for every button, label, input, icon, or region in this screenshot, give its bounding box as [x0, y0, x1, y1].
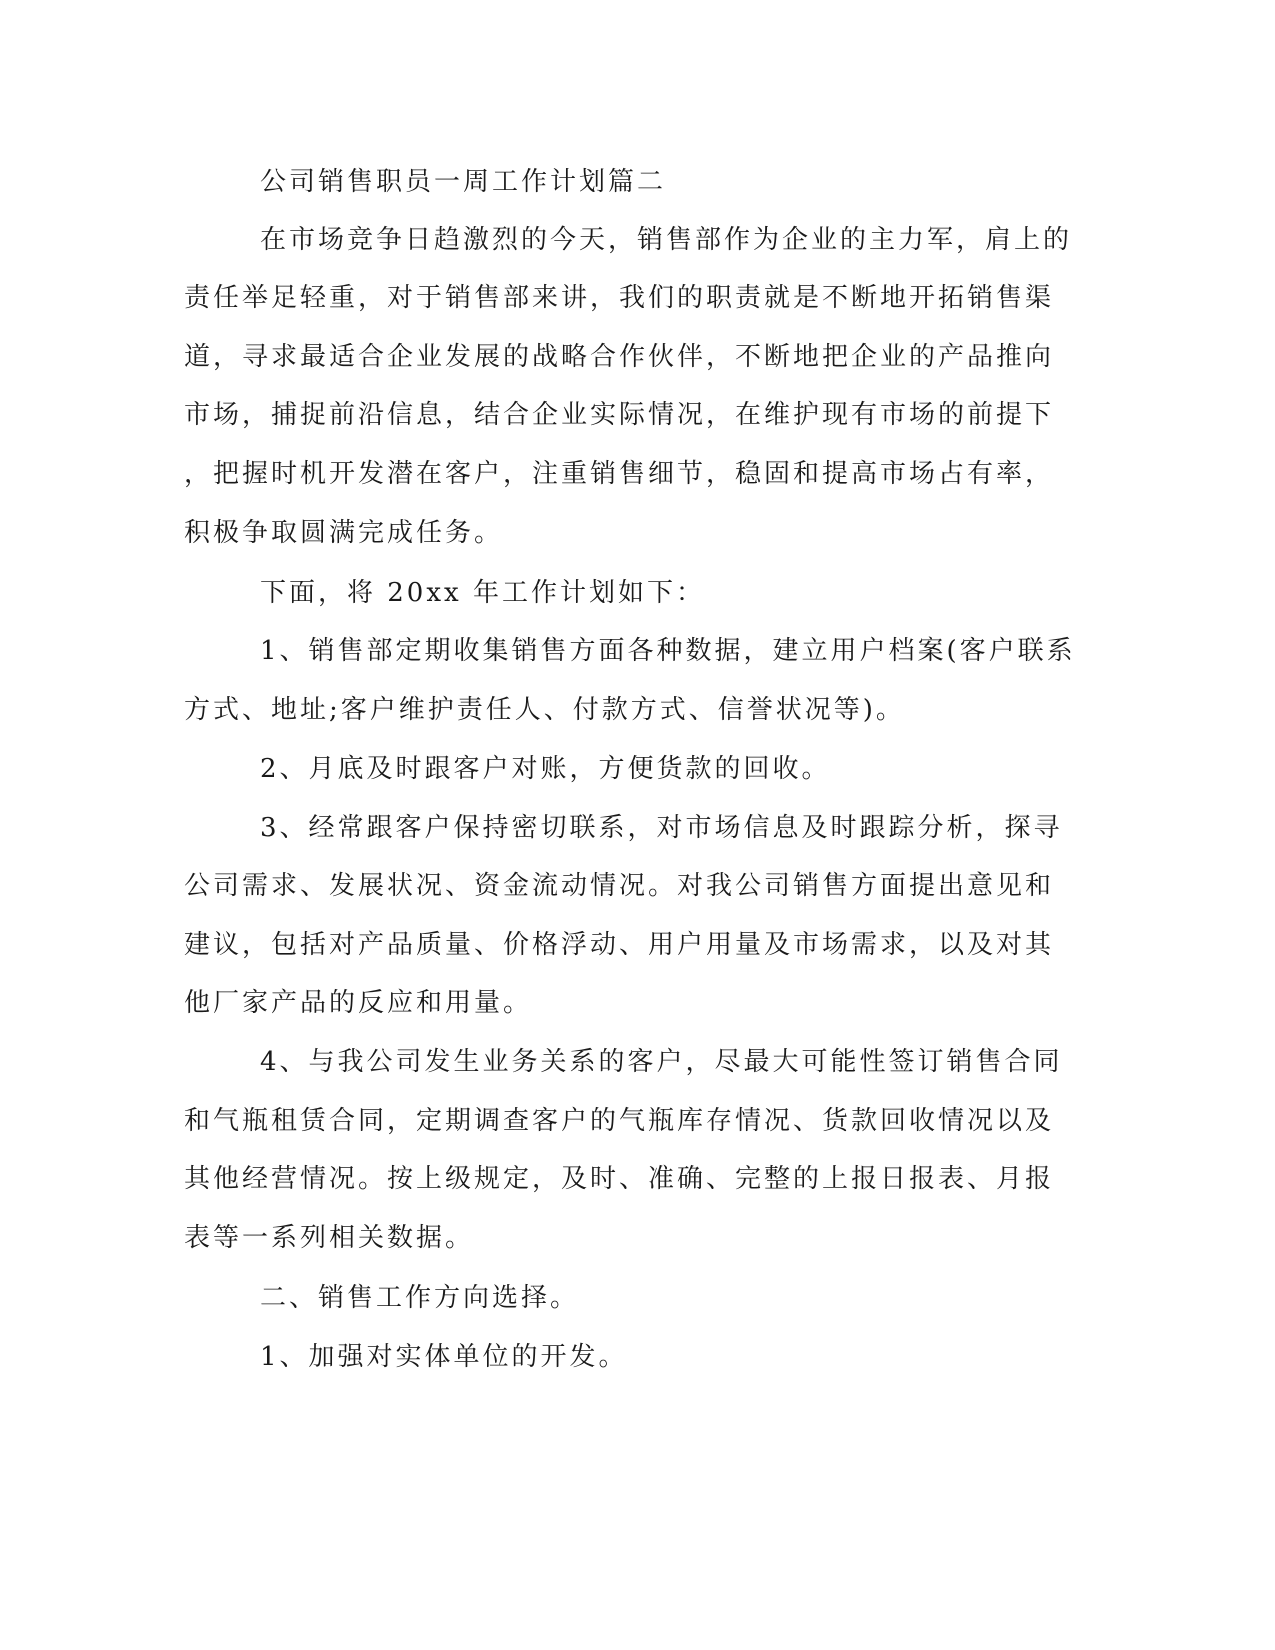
list-item-line: 表等一系列相关数据。	[184, 1223, 475, 1253]
list-item-line: 方式、地址;客户维护责任人、付款方式、信誉状况等)。	[184, 695, 905, 725]
list-item-line: 和气瓶租赁合同，定期调查客户的气瓶库存情况、货款回收情况以及	[184, 1106, 1055, 1136]
paragraph-line: 道，寻求最适合企业发展的战略合作伙伴，不断地把企业的产品推向	[184, 342, 1055, 372]
list-item-line: 公司需求、发展状况、资金流动情况。对我公司销售方面提出意见和	[184, 871, 1055, 901]
section-heading: 二、销售工作方向选择。	[260, 1283, 580, 1313]
paragraph-line: 市场，捕捉前沿信息，结合企业实际情况，在维护现有市场的前提下	[184, 400, 1055, 430]
list-item-line: 其他经营情况。按上级规定，及时、准确、完整的上报日报表、月报	[184, 1164, 1055, 1194]
paragraph-line: 积极争取圆满完成任务。	[184, 518, 504, 548]
paragraph-line: 下面，将 20xx 年工作计划如下：	[260, 578, 705, 608]
list-item-line: 3、经常跟客户保持密切联系，对市场信息及时跟踪分析，探寻	[260, 813, 1063, 843]
paragraph-line: 在市场竞争日趋激烈的今天，销售部作为企业的主力军，肩上的	[260, 225, 1073, 255]
paragraph-line: 责任举足轻重，对于销售部来讲，我们的职责就是不断地开拓销售渠	[184, 283, 1055, 313]
document-title: 公司销售职员一周工作计划篇二	[260, 167, 667, 197]
list-item-line: 建议，包括对产品质量、价格浮动、用户用量及市场需求，以及对其	[184, 930, 1055, 960]
paragraph-line: ，把握时机开发潜在客户，注重销售细节，稳固和提高市场占有率，	[184, 459, 1055, 489]
list-item-line: 1、销售部定期收集销售方面各种数据，建立用户档案(客户联系	[260, 636, 1076, 666]
list-item-line: 1、加强对实体单位的开发。	[260, 1342, 628, 1372]
list-item-line: 他厂家产品的反应和用量。	[184, 988, 533, 1018]
list-item-line: 2、月底及时跟客户对账，方便货款的回收。	[260, 754, 831, 784]
list-item-line: 4、与我公司发生业务关系的客户，尽最大可能性签订销售合同	[260, 1047, 1063, 1077]
